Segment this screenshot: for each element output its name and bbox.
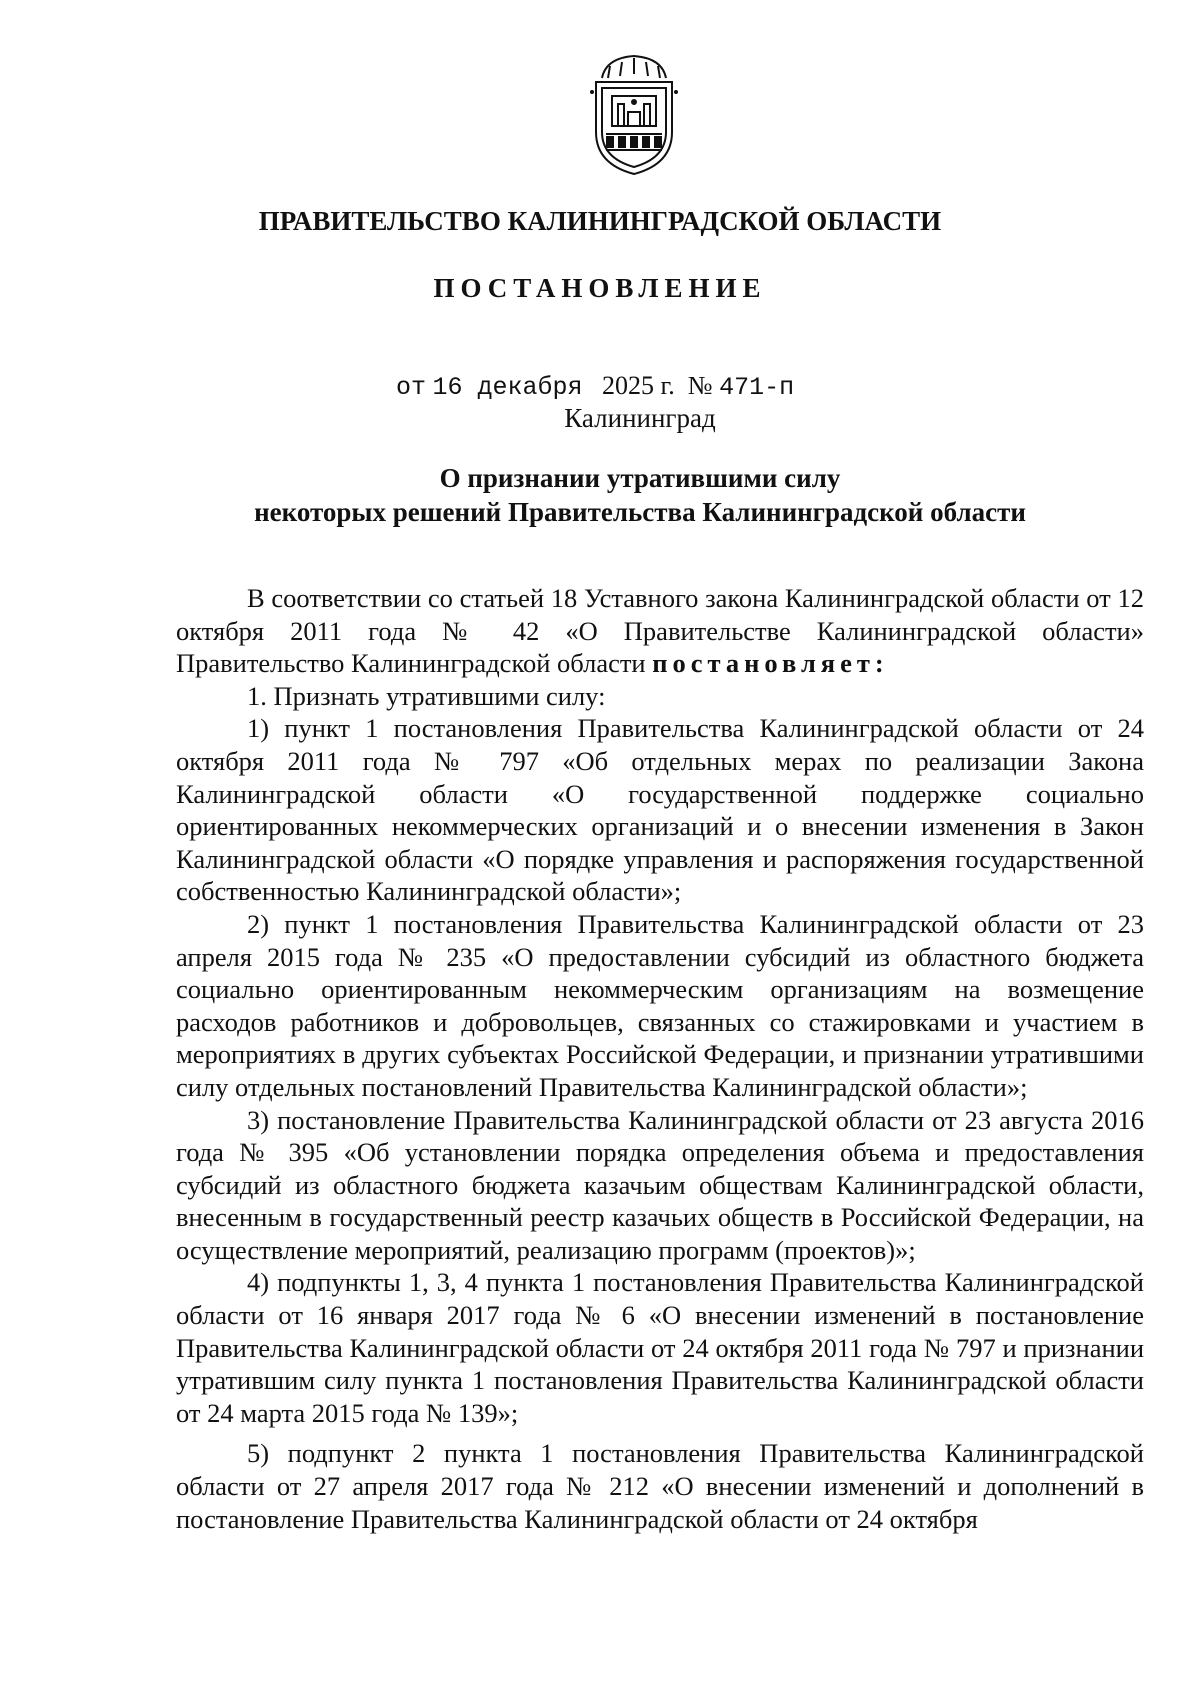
item-2: 2) пункт 1 постановления Правительства Калининградской области от 23 апреля 2015 года № 235 «О предоставлении субсидий из областного бюджета социально ориентированным некоммерческим организациям на возмещение расходов работников и добровольцев, связанных со стажировками и участием в мероприятиях в других субъектах Российской Федерации, и признании утратившими силу отдельных постановлений Правительства Калининградской области»; <box>176 908 1144 1102</box>
item-1: 1) пункт 1 постановления Правительства Калининградской области от 24 октября 2011 года № 797 «Об отдельных мерах по реализации Закона Калининградской области «О государственной поддержке социально ориентированных некоммерческих организаций и о внесении изменения в Закон Калининградской области «О порядке управления и распоряжения государственной собственностью Калининградской области»; <box>176 713 1144 907</box>
date-prefix: от <box>396 373 427 402</box>
coat-of-arms-icon <box>588 52 680 178</box>
document-type-title: ПОСТАНОВЛЕНИЕ <box>433 273 767 303</box>
resolves-word: постановляет: <box>652 648 889 679</box>
subject-line-2: некоторых решений Правительства Калининградской области <box>254 497 1026 527</box>
document-date: 16 декабря <box>432 373 583 402</box>
intro-text: В соответствии со статьей 18 Уставного закона Калининградской области от 12 октября 2011 года № 42 «О Правительстве Калининградской области» Правительство Калининградской области <box>176 583 1144 679</box>
paragraph-1: 1. Признать утратившими силу: <box>247 680 606 711</box>
document-subject <box>0 461 1200 529</box>
intro-paragraph <box>176 582 1144 680</box>
number-sign: № <box>687 371 713 400</box>
date-number-line <box>396 371 794 402</box>
subject-line-1: О признании утратившими силу <box>439 463 841 493</box>
government-title: ПРАВИТЕЛЬСТВО КАЛИНИНГРАДСКОЙ ОБЛАСТИ <box>258 206 942 236</box>
document-body <box>176 582 1144 1535</box>
document-number: 471-п <box>719 373 795 402</box>
item-5: 5) подпункт 2 пункта 1 постановления Правительства Калининградской области от 27 апреля 2017 года № 212 «О внесении изменений и дополнений в постановление Правительства Калининградской области от 24 октября <box>176 1438 1144 1534</box>
document-year: 2025 г. <box>602 371 675 400</box>
item-3: 3) постановление Правительства Калининградской области от 23 августа 2016 года № 395 «Об установлении порядка определения объема и предоставления субсидий из областного бюджета казачьим обществам Калининградской области, внесенным в государственный реестр казачьих обществ в Российской Федерации, на осуществление мероприятий, реализацию программ (проектов)»; <box>176 1104 1144 1265</box>
item-4: 4) подпункты 1, 3, 4 пункта 1 постановления Правительства Калининградской области от 16 января 2017 года № 6 «О внесении изменений в постановление Правительства Калининградской области от 24 октября 2011 года № 797 и признании утратившим силу пункта 1 постановления Правительства Калининградской области от 24 марта 2015 года № 139»; <box>176 1267 1144 1428</box>
city: Калининград <box>564 403 716 433</box>
